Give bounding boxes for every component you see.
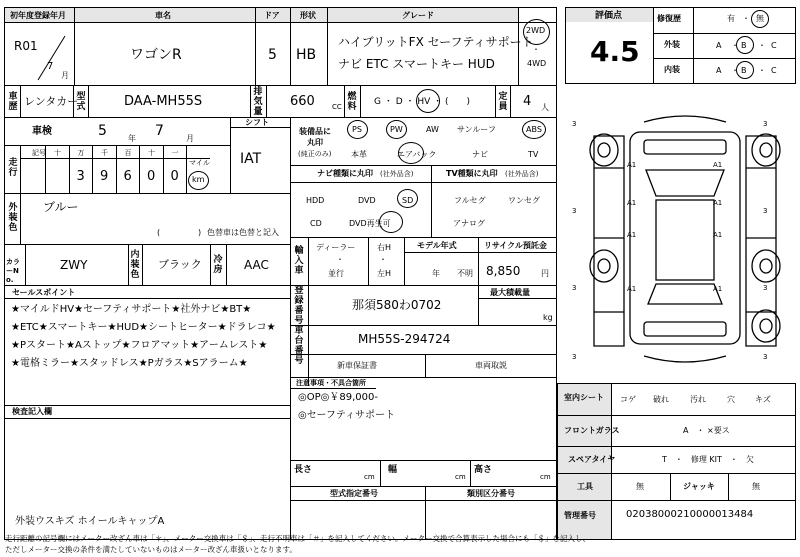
import-parallel: 並行 <box>328 269 344 278</box>
inspection-month-unit: 月 <box>186 134 194 143</box>
navi-hdd: HDD <box>306 196 325 205</box>
damage-mark: A1 <box>627 285 637 293</box>
inspection-month: 7 <box>155 123 164 139</box>
damage-mark: A1 <box>713 161 723 169</box>
navi-dvd-play: DVD再生可 <box>349 219 391 228</box>
manual-label: 車両取説 <box>475 361 507 370</box>
seat-tear: 破れ <box>653 395 669 404</box>
exterior-b: B <box>741 41 747 50</box>
inspector-line: 外装ウスキズ ホイールキャップA <box>15 516 165 527</box>
length-label: 長さ <box>294 465 313 475</box>
exterior-label: 外装 <box>664 40 680 49</box>
color-note-open: ( <box>157 228 161 237</box>
bracket-label: 3 <box>572 207 577 215</box>
displacement-label: 排気量 <box>253 87 263 117</box>
color-label: 外装色 <box>8 203 18 233</box>
interior-color-label: 内装色 <box>130 250 140 280</box>
type-code: DAA-MH55S <box>124 94 203 109</box>
import-right-h: 右H <box>377 243 392 252</box>
navi-label-small: (社外品含) <box>380 170 414 178</box>
bracket-label: 3 <box>763 353 768 361</box>
interior-label: 内装 <box>664 65 680 74</box>
drive-dot: ・ <box>532 45 540 54</box>
fuel-options: G ・ D ・ HV ・ ( ) <box>374 97 471 107</box>
bracket-label: 3 <box>572 353 577 361</box>
notes-line1: ◎OP◎￥89,000- <box>298 392 378 403</box>
model-year-unit: 年 <box>432 269 440 278</box>
odometer-digit: 9 <box>100 169 109 184</box>
inspection-year: 5 <box>98 123 107 139</box>
spare-options: T ・ 修理 KIT ・ 欠 <box>662 455 754 464</box>
equipment-label: (純正のみ) <box>298 150 332 158</box>
length-unit: cm <box>364 473 375 481</box>
damage-mark: A1 <box>713 285 723 293</box>
equipment-sunroof: サンルーフ <box>457 125 496 134</box>
equipment-tv: TV <box>528 150 539 159</box>
equipment-aw: AW <box>426 125 439 134</box>
shape-label: 形状 <box>300 11 316 20</box>
navi-sd: SD <box>402 196 414 205</box>
equipment-leather: 本革 <box>351 150 367 159</box>
color-no: ZWY <box>60 258 88 272</box>
sales-point-line: ★電格ミラー★スタッドレス★Pガラス★Sアラーム★ <box>11 358 248 369</box>
capacity-label: 定員 <box>498 92 508 112</box>
recycle-label: リサイクル預託金 <box>484 241 547 250</box>
model-year-unknown: 不明 <box>457 269 473 278</box>
equipment-label: 装備品に <box>299 127 331 136</box>
notes-label: 注意事項・不具合箇所 <box>296 379 366 387</box>
exterior-c: C <box>771 41 777 50</box>
seat-label: 室内シート <box>564 393 604 402</box>
exterior-dot: ・ <box>758 41 766 50</box>
shape-value: HB <box>296 47 317 63</box>
bracket-label: 3 <box>763 207 768 215</box>
chassis-number: MH55S-294724 <box>358 332 451 346</box>
damage-mark: A1 <box>713 199 723 207</box>
interior-b: B <box>741 66 747 75</box>
capacity-unit: 人 <box>541 103 549 112</box>
tools-value: 無 <box>636 482 644 491</box>
seat-stain: 汚れ <box>690 395 706 404</box>
bracket-label: 3 <box>763 284 768 292</box>
equipment-label: 丸印 <box>307 138 323 147</box>
first-reg-month-unit: 月 <box>61 71 69 80</box>
grade-line2: ナビ ETC スマートキー HUD <box>338 57 495 71</box>
shift-label: シフト <box>245 118 269 127</box>
import-dealer: ディーラー <box>316 243 356 252</box>
max-load-unit: kg <box>543 313 553 322</box>
navi-label: ナビ種類に丸印 <box>317 169 373 178</box>
km-unit: km <box>192 175 205 184</box>
odometer-digit-label: 万 <box>77 149 85 157</box>
drive-2wd: 2WD <box>526 26 546 35</box>
odometer-digit: 0 <box>170 169 179 184</box>
bracket-label: 3 <box>572 120 577 128</box>
sales-point-label: セールスポイント <box>12 288 76 297</box>
ac-value: AAC <box>244 258 269 272</box>
tv-fullseg: フルセグ <box>454 196 486 205</box>
footer-note-line1: 走行距離の記号欄にはメーター改ざん車は「＊」、メーター交換車は「＄」、走行不明車は「＃」を記入してください。メーター交換で合算表示した場合にも「＄」を記入し、 <box>5 534 590 543</box>
import-dot: ・ <box>336 255 344 264</box>
bracket-label: 3 <box>763 120 768 128</box>
notes-line2: ◎セーフティサポート <box>298 410 396 421</box>
registration-label: 登録番号 <box>294 286 304 326</box>
drive-4wd: 4WD <box>527 59 547 68</box>
inspection-label: 車検 <box>32 126 52 137</box>
model-name: ワゴンR <box>130 47 182 63</box>
repair-dot: ・ <box>742 14 750 23</box>
interior-a: A <box>716 66 722 75</box>
max-load-label: 最大積載量 <box>490 288 530 297</box>
header-band <box>5 8 518 22</box>
import-dot: ・ <box>379 255 387 264</box>
body-use: レンタカー <box>24 95 79 108</box>
shift-value: IAT <box>240 151 262 167</box>
grade-line1: ハイブリットFX セーフティサポート <box>338 35 534 49</box>
tools-label: 工具 <box>577 482 593 491</box>
chassis-label: 車台番号 <box>294 326 304 366</box>
inspection-year-unit: 年 <box>128 134 136 143</box>
color-value: ブルー <box>43 200 79 214</box>
doors-label: ドア <box>264 11 280 20</box>
color-no-label: カラーNo. <box>6 258 20 284</box>
tv-analog: アナログ <box>453 219 485 228</box>
mile-label: マイル <box>189 159 210 167</box>
equipment-abs: ABS <box>526 125 542 134</box>
height-unit: cm <box>540 473 551 481</box>
odometer-digit: 0 <box>147 169 156 184</box>
repair-yes: 有 <box>727 14 735 23</box>
repair-label: 修復歴 <box>657 14 681 23</box>
model-label: 車名 <box>155 11 171 20</box>
odometer-digit-label: 百 <box>124 149 132 157</box>
sales-point-line: ★Pスタート★Aストップ★フロアマット★アームレスト★ <box>11 340 268 351</box>
odometer-digit-label: 十 <box>54 149 61 157</box>
equipment-ps: PS <box>352 125 362 134</box>
interior-color: ブラック <box>158 258 202 271</box>
equipment-navi: ナビ <box>472 150 488 159</box>
import-left-h: 左H <box>377 269 392 278</box>
warranty-label: 新車保証書 <box>337 361 377 370</box>
tv-label-small: (社外品含) <box>505 170 539 178</box>
import-label: 輸入車 <box>294 246 304 276</box>
mileage-symbol-label: 記号 <box>32 149 46 157</box>
damage-mark: A1 <box>713 231 723 239</box>
equipment-pw: PW <box>390 125 403 134</box>
navi-dvd: DVD <box>358 196 376 205</box>
score-value: 4.5 <box>590 35 640 68</box>
spare-label: スペアタイヤ <box>568 455 616 464</box>
first-reg-month: 7 <box>47 61 54 72</box>
bracket-label: 3 <box>572 284 577 292</box>
car-diagram <box>566 100 796 380</box>
first-reg-label: 初年度登録年月 <box>10 11 66 20</box>
type-designation-label: 型式指定番号 <box>330 489 378 498</box>
exterior-a: A <box>716 41 722 50</box>
odometer-digit-label: 十 <box>148 149 155 157</box>
grade-label: グレード <box>402 11 434 20</box>
mgmt-number: 02038000210000013484 <box>626 509 754 520</box>
jack-label: ジャッキ <box>683 482 715 491</box>
fuel-label: 燃料 <box>347 92 357 112</box>
color-note: 色替車は色替と記入 <box>207 228 279 237</box>
mgmt-label: 管理番号 <box>564 511 596 520</box>
capacity: 4 <box>523 94 532 109</box>
odometer-digit-label: 一 <box>171 149 179 157</box>
displacement: 660 <box>290 94 315 109</box>
recycle-fee: 8,850 <box>486 264 521 278</box>
ac-label: 冷房 <box>213 255 223 275</box>
glass-options: A ・ ×要ス <box>683 426 730 435</box>
sales-point-line: ★ETC★スマートキー★HUD★シートヒーター★ドラレコ★ <box>11 322 276 333</box>
interior-c: C <box>771 66 777 75</box>
inspector-label: 検査記入欄 <box>12 407 52 416</box>
damage-mark: A1 <box>627 199 637 207</box>
color-note-close: ) <box>198 228 202 237</box>
damage-mark: A1 <box>627 231 637 239</box>
width-label: 幅 <box>388 465 398 475</box>
repair-none: 無 <box>756 14 764 23</box>
tv-label: TV種類に丸印 <box>446 169 498 178</box>
seat-burn: コゲ <box>620 395 636 404</box>
odometer-digit: 3 <box>76 169 85 184</box>
interior-dot: ・ <box>731 66 739 75</box>
odometer-digit: 6 <box>123 169 132 184</box>
navi-cd: CD <box>310 219 322 228</box>
sales-point-line: ★マイルドHV★セーフティサポート★社外ナビ★BT★ <box>11 304 252 315</box>
doors-value: 5 <box>268 47 277 63</box>
score-label: 評価点 <box>595 11 623 21</box>
footer-note-line2: ただしメーター交換の条件を満たしていないものはメーター改ざん車扱いとなります。 <box>5 545 297 554</box>
registration-number: 那須580わ0702 <box>352 298 442 312</box>
tv-oneseg: ワンセグ <box>508 196 540 205</box>
odometer-digit-label: 千 <box>101 149 108 157</box>
equipment-airbag: エアバック <box>397 150 437 159</box>
seat-scratch: キズ <box>755 395 771 404</box>
type-label: 型式 <box>76 92 86 112</box>
model-year-label: モデル年式 <box>417 241 457 250</box>
exterior-dot: ・ <box>731 41 739 50</box>
first-reg-era: R01 <box>14 39 38 53</box>
seat-hole: 穴 <box>727 395 735 404</box>
mileage-label: 走行 <box>8 158 18 178</box>
damage-mark: A1 <box>627 161 637 169</box>
glass-label: フロントガラス <box>564 426 620 435</box>
recycle-yen: 円 <box>541 269 549 278</box>
fuel-hv-circle <box>416 89 440 113</box>
category-label: 類別区分番号 <box>467 489 515 498</box>
body-use-label: 車歴 <box>8 92 18 112</box>
height-label: 高さ <box>474 465 493 475</box>
interior-dot: ・ <box>758 66 766 75</box>
jack-value: 無 <box>752 482 760 491</box>
width-unit: cm <box>455 473 466 481</box>
cc-unit: CC <box>332 103 342 111</box>
